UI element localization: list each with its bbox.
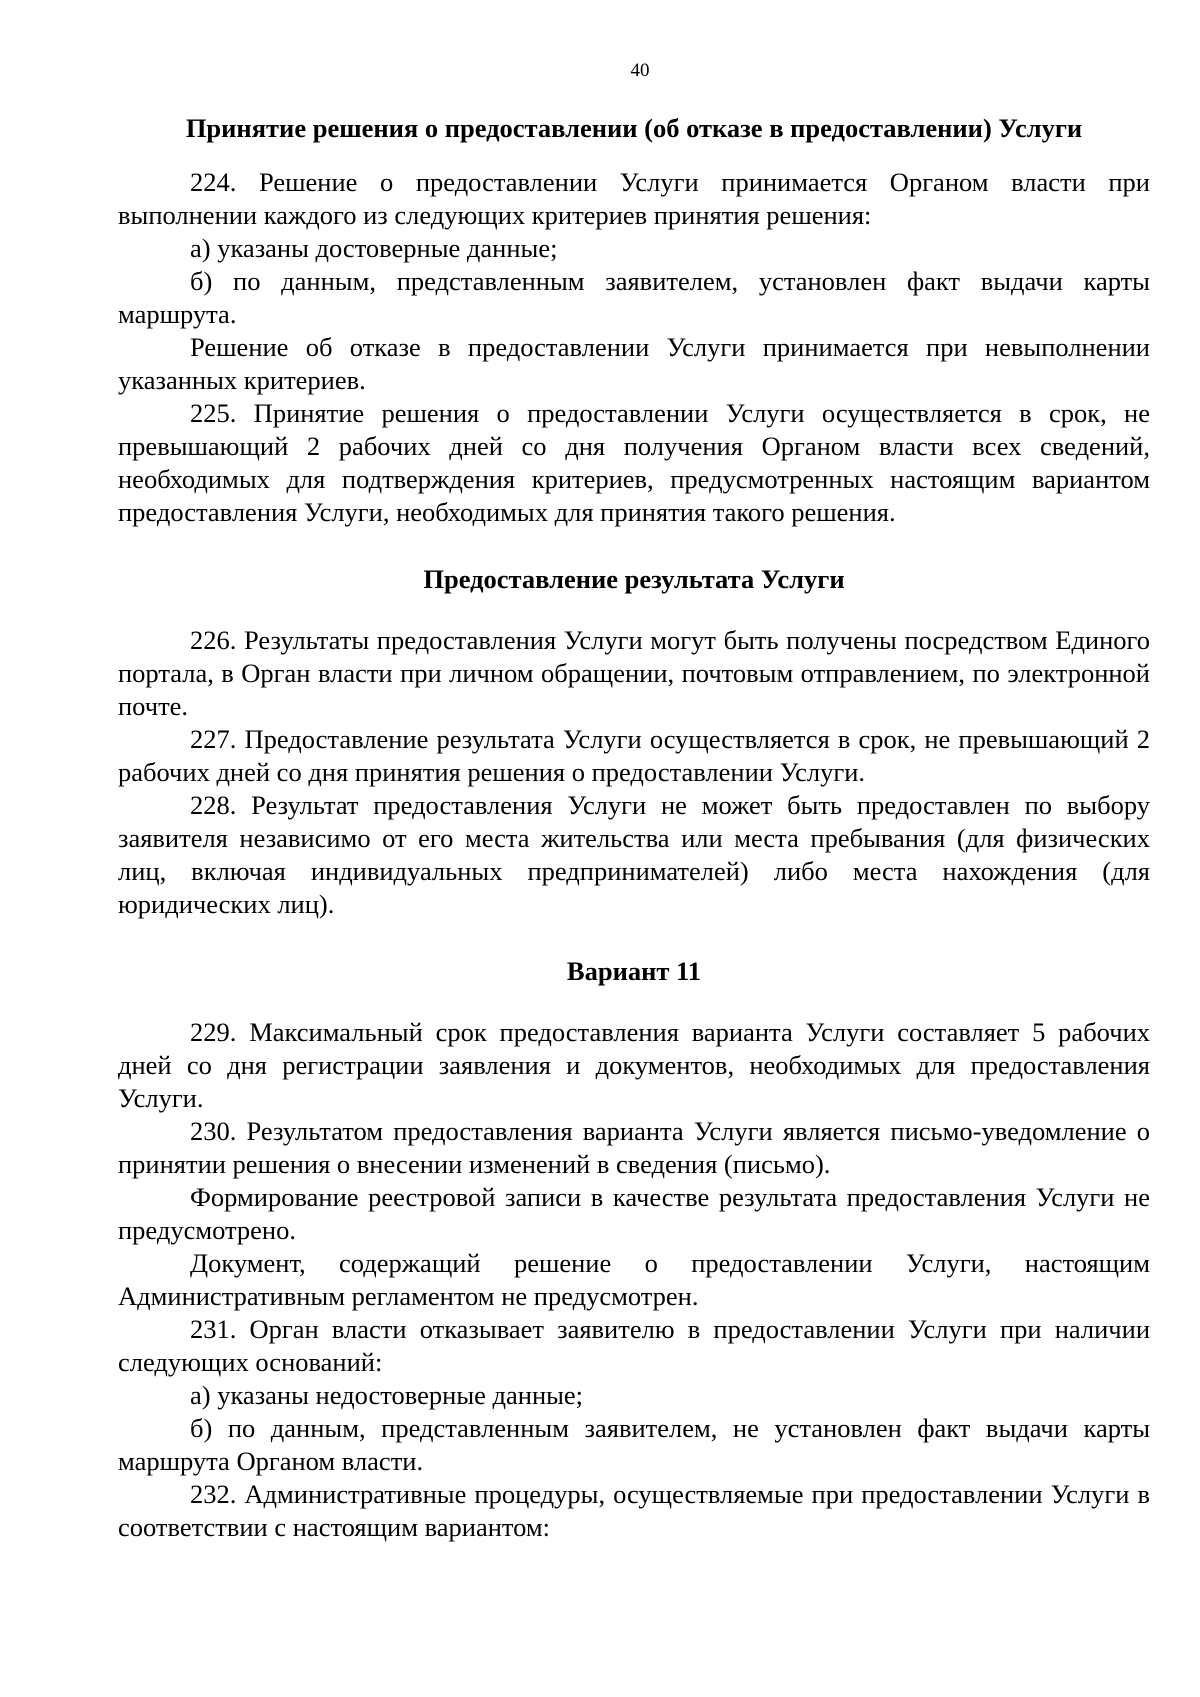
paragraph-225: 225. Принятие решения о предоставлении Услуги осуществляется в срок, не превышающий 2 рабочих дней со дня получения Органом власти всех сведений, необходимых для подтверждения критериев, предусмотренных настоящим вариантом предоставления Услуги, необходимых для принятия такого решения. (118, 398, 1150, 527)
section-heading: Принятие решения о предоставлении (об отказе в предоставлении) Услуги (185, 113, 1083, 143)
paragraph-226: 226. Результаты предоставления Услуги могут быть получены посредством Единого портала, в Орган власти при личном обращении, почтовым отправлением, по электронной почте. (118, 625, 1150, 721)
paragraph-229: 229. Максимальный срок предоставления варианта Услуги составляет 5 рабочих дней со дня регистрации заявления и документов, необходимых для предоставления Услуги. (118, 1017, 1150, 1113)
paragraph-230: 230. Результатом предоставления варианта Услуги является письмо-уведомление о принятии решения о внесении изменений в сведения (письмо). (118, 1116, 1150, 1179)
section-result-provision (118, 563, 1150, 921)
paragraph-224-b: б) по данным, представленным заявителем, установлен факт выдачи карты маршрута. (118, 266, 1150, 329)
paragraph-224: 224. Решение о предоставлении Услуги принимается Органом власти при выполнении каждого из следующих критериев принятия решения: (118, 167, 1150, 230)
paragraph-registry-record: Формирование реестровой записи в качестве результата предоставления Услуги не предусмотрено. (118, 1182, 1150, 1245)
paragraph-227: 227. Предоставление результата Услуги осуществляется в срок, не превышающий 2 рабочих дней со дня принятия решения о предоставлении Услуги. (118, 724, 1150, 787)
paragraph-decision-document: Документ, содержащий решение о предоставлении Услуги, настоящим Административным регламентом не предусмотрен. (118, 1248, 1150, 1311)
paragraph-232: 232. Административные процедуры, осуществляемые при предоставлении Услуги в соответствии с настоящим вариантом: (118, 1479, 1150, 1542)
paragraph-224-a: а) указаны достоверные данные; (190, 233, 558, 263)
paragraph-231-b: б) по данным, представленным заявителем, не установлен факт выдачи карты маршрута Органом власти. (118, 1413, 1150, 1476)
section-heading: Вариант 11 (566, 956, 702, 986)
page-number: 40 (630, 60, 650, 81)
paragraph-231: 231. Орган власти отказывает заявителю в предоставлении Услуги при наличии следующих оснований: (118, 1314, 1150, 1377)
paragraph-refusal-decision: Решение об отказе в предоставлении Услуги принимается при невыполнении указанных критериев. (118, 332, 1150, 395)
paragraph-228: 228. Результат предоставления Услуги не может быть предоставлен по выбору заявителя независимо от его места жительства или места пребывания (для физических лиц, включая индивидуальных предпринимателей) либо места нахождения (для юридических лиц). (118, 790, 1150, 919)
section-heading: Предоставление результата Услуги (423, 564, 845, 594)
section-variant-11 (118, 955, 1150, 1544)
section-decision (118, 112, 1150, 529)
document-page (118, 60, 1150, 1544)
paragraph-231-a: а) указаны недостоверные данные; (190, 1380, 584, 1410)
